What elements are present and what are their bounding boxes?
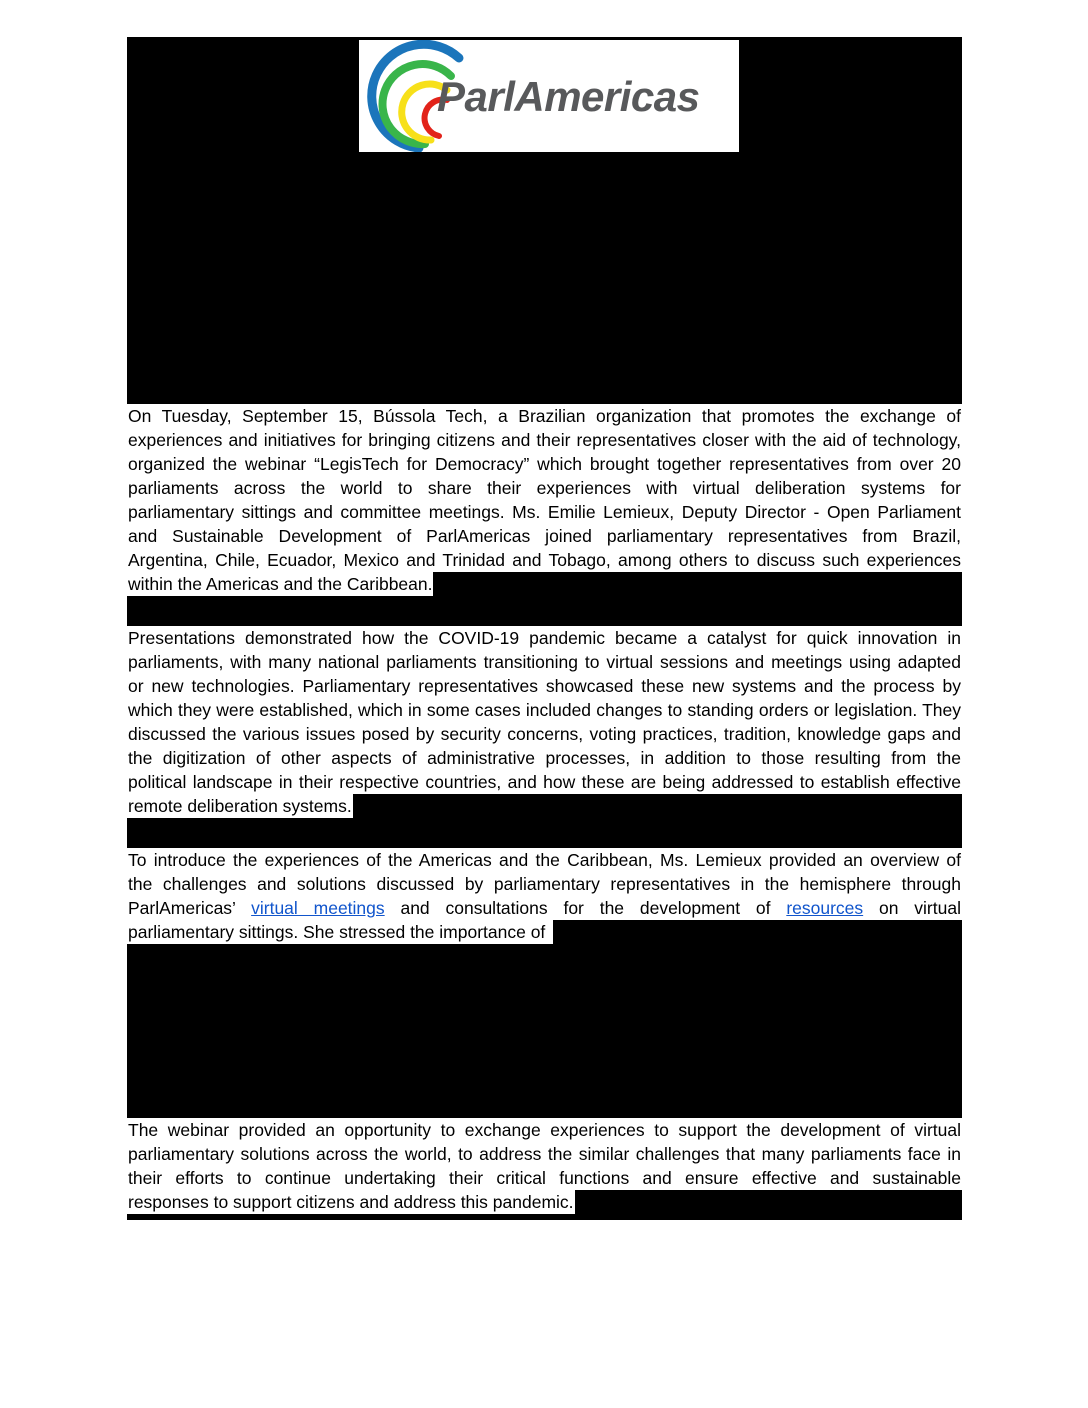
paragraph-line: experiences and initiatives for bringing citizens and their representatives closer with the aid of technology, — [128, 430, 961, 450]
paragraph-4 — [127, 1118, 962, 1220]
paragraph-line: the digitization of other aspects of administrative processes, in addition to those resulting from the — [128, 748, 961, 768]
paragraph-line: which they were established, which in some cases included changes to standing orders or legislation. They — [128, 700, 961, 720]
redacted-gap — [127, 602, 962, 626]
paragraph-line: political landscape in their respective countries, and how these are being addressed to establish effective — [128, 772, 961, 792]
paragraph-line: and Sustainable Development of ParlAmericas joined parliamentary representatives from Brazil, — [128, 526, 961, 546]
paragraph-line: organized the webinar “LegisTech for Democracy” which brought together representatives from over 20 — [128, 454, 961, 474]
paragraph-line: Argentina, Chile, Ecuador, Mexico and Trinidad and Tobago, among others to discuss such experiences — [128, 550, 961, 570]
paragraph-line: parliaments, with many national parliaments transitioning to virtual sessions and meetings using adapted — [128, 652, 961, 672]
paragraph-line: the challenges and solutions discussed by parliamentary representatives in the hemisphere through — [128, 874, 961, 894]
paragraph-line: remote deliberation systems. — [128, 796, 352, 816]
paragraph-line: The webinar provided an opportunity to exchange experiences to support the development of virtual — [128, 1120, 961, 1140]
resources-link[interactable]: resources — [786, 898, 864, 918]
paragraph-line: discussed the various issues posed by security concerns, voting practices, tradition, knowledge gaps and — [128, 724, 961, 744]
paragraph-line: or new technologies. Parliamentary representatives showcased these new systems and the process by — [128, 676, 961, 696]
text-segment: and consultations for the development of — [400, 898, 771, 918]
virtual-meetings-link[interactable]: virtual meetings — [251, 898, 385, 918]
text-segment: ParlAmericas’ — [128, 898, 236, 918]
text-segment: on virtual — [878, 898, 961, 918]
paragraph-line: parliamentary sittings and committee meetings. Ms. Emilie Lemieux, Deputy Director - Open Parliament — [128, 502, 961, 522]
paragraph-line: To introduce the experiences of the Americas and the Caribbean, Ms. Lemieux provided an overview of — [128, 850, 961, 870]
paragraph-line: Presentations demonstrated how the COVID-19 pandemic became a catalyst for quick innovation in — [128, 628, 961, 648]
paragraph-1 — [127, 404, 962, 602]
document-page — [127, 37, 962, 1220]
logo-wordmark: ParlAmericas — [437, 73, 700, 120]
parlamericas-logo — [359, 40, 739, 152]
paragraph-3 — [127, 848, 962, 950]
redacted-block — [127, 950, 962, 1118]
paragraph-line: parliaments across the world to share their experiences with virtual deliberation systems for — [128, 478, 961, 498]
paragraph-line: within the Americas and the Caribbean. — [128, 574, 433, 594]
paragraph-line-with-links — [127, 896, 962, 920]
redacted-header-block — [127, 37, 962, 404]
paragraph-line: parliamentary solutions across the world, to address the similar challenges that many parliaments face in — [128, 1144, 961, 1164]
paragraph-line: On Tuesday, September 15, Bússola Tech, a Brazilian organization that promotes the exchange of — [128, 406, 961, 426]
paragraph-line: their efforts to continue undertaking their critical functions and ensure effective and sustainable — [128, 1168, 961, 1188]
redacted-gap — [127, 824, 962, 848]
paragraph-2 — [127, 626, 962, 824]
paragraph-line: responses to support citizens and address this pandemic. — [128, 1192, 574, 1212]
paragraph-line: parliamentary sittings. She stressed the importance of — [127, 920, 553, 944]
